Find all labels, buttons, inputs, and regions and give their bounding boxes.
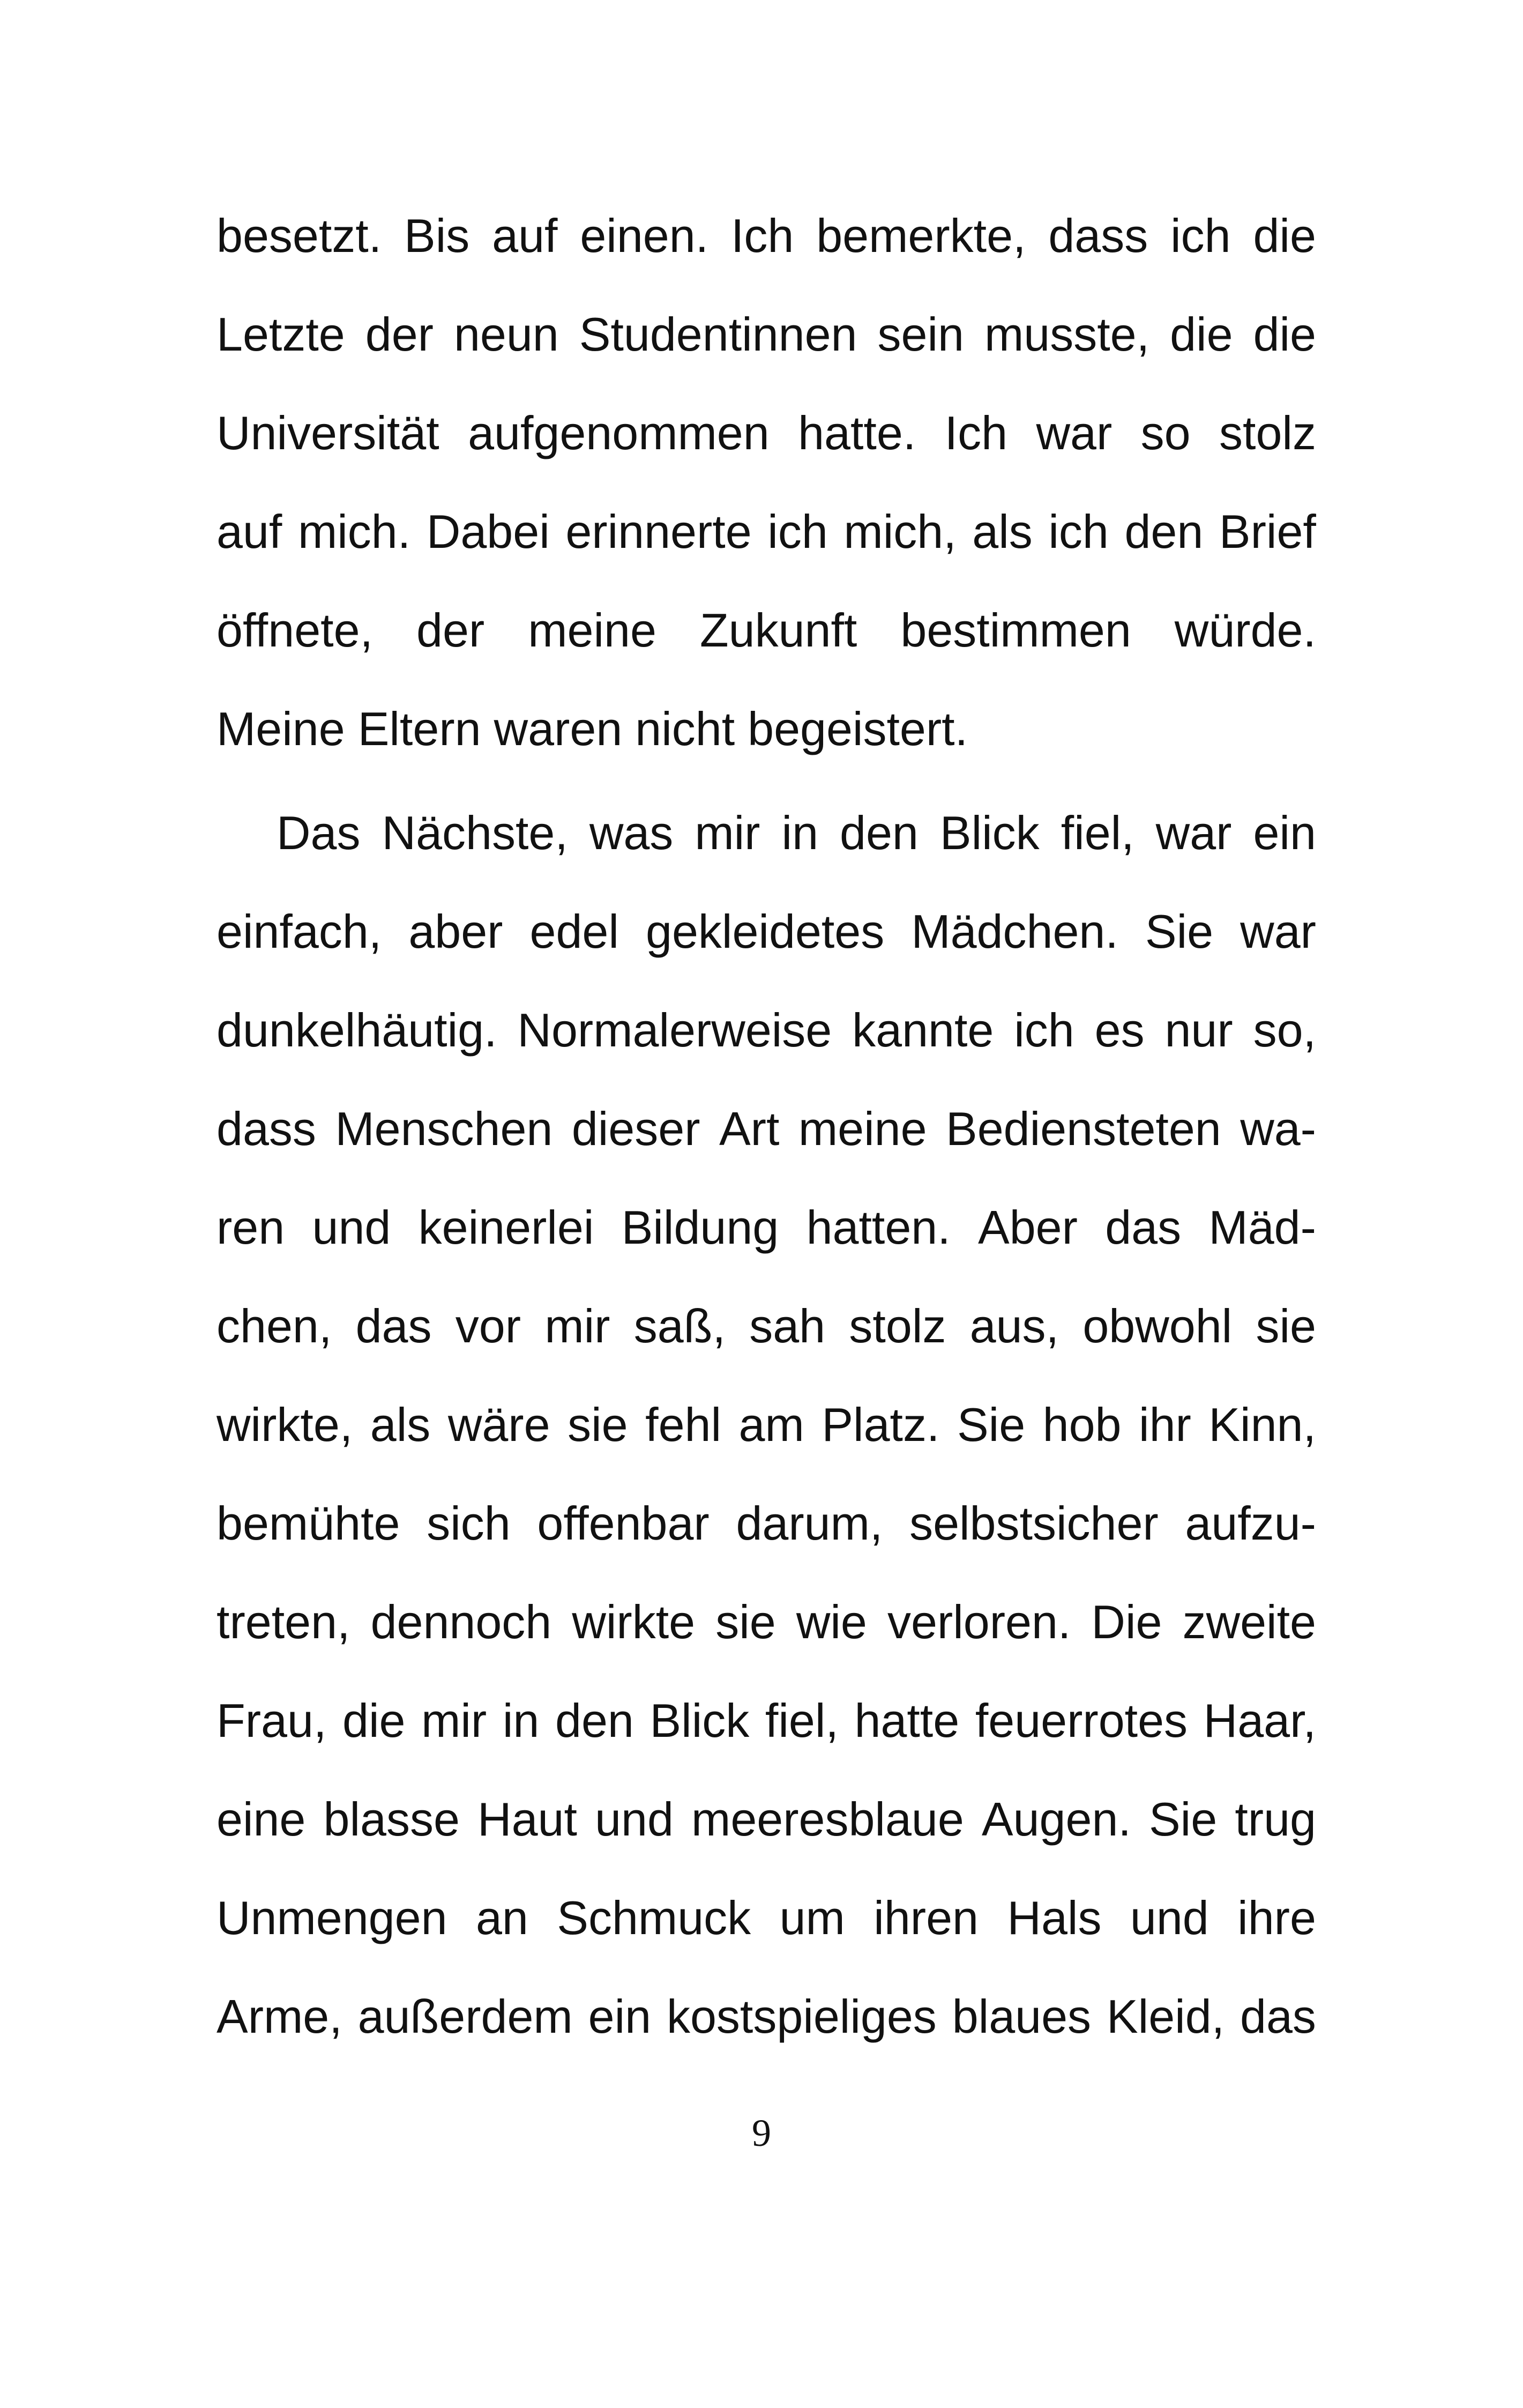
word: den — [555, 1694, 634, 1747]
word: aufgenommen — [468, 406, 770, 459]
word: ihren — [874, 1891, 979, 1944]
word: dieser — [571, 1102, 700, 1155]
word: fehl — [645, 1398, 722, 1451]
word: Die — [1091, 1595, 1162, 1648]
word: wa- — [1240, 1102, 1316, 1155]
paragraph-2 — [216, 784, 1316, 2066]
word: verloren. — [887, 1595, 1071, 1648]
word: Dabei — [426, 505, 550, 558]
word: fiel, — [1061, 806, 1134, 859]
word: die — [1253, 308, 1316, 361]
word: aber — [408, 905, 503, 958]
word: um — [779, 1891, 845, 1944]
text-line — [216, 1770, 1316, 1869]
word: und — [1130, 1891, 1209, 1944]
word: meine — [528, 604, 656, 657]
text-line — [216, 784, 1316, 882]
word: war — [1155, 806, 1232, 859]
word: die — [342, 1694, 406, 1747]
word: ich — [1048, 505, 1109, 558]
word: nur — [1164, 1004, 1233, 1057]
text-line — [216, 1671, 1316, 1770]
word: Universität — [216, 406, 439, 459]
word: Sie — [1148, 1793, 1218, 1846]
word: öffnete, — [216, 604, 373, 657]
word: der — [416, 604, 485, 657]
word: hatte. — [798, 406, 916, 459]
word: wäre — [447, 1398, 550, 1451]
word: darum, — [736, 1497, 883, 1550]
word: sah — [749, 1299, 826, 1352]
word: edel — [529, 905, 619, 958]
word: Kinn, — [1208, 1398, 1316, 1451]
word: obwohl — [1082, 1299, 1233, 1352]
word: Ich — [944, 406, 1008, 459]
word: Normalerweise — [517, 1004, 832, 1057]
word: selbstsicher — [909, 1497, 1159, 1550]
word: Art — [719, 1102, 780, 1155]
text-line — [216, 882, 1316, 981]
word: bestimmen — [900, 604, 1131, 657]
word: hatte — [854, 1694, 960, 1747]
word: erinnerte — [565, 505, 752, 558]
word: ich — [767, 505, 828, 558]
word: ich — [1170, 209, 1231, 262]
word: den — [1124, 505, 1204, 558]
text-line — [216, 1869, 1316, 1967]
word: so, — [1253, 1004, 1316, 1057]
text-line — [216, 1277, 1316, 1376]
word: stolz — [849, 1299, 946, 1352]
word: waren — [494, 702, 623, 755]
word: in — [502, 1694, 540, 1747]
word: bemerkte, — [816, 209, 1026, 262]
word: Arme, — [216, 1990, 342, 2043]
word: Das — [277, 806, 361, 859]
word: aufzu- — [1185, 1497, 1316, 1550]
word: offenbar — [537, 1497, 710, 1550]
word: Unmengen — [216, 1891, 447, 1944]
text-line — [216, 981, 1316, 1080]
word: einen. — [580, 209, 709, 262]
word: sein — [877, 308, 964, 361]
word: Bediensteten — [946, 1102, 1221, 1155]
word: begeistert. — [748, 702, 968, 755]
word: treten, — [216, 1595, 350, 1648]
text-line — [216, 1178, 1316, 1277]
text-line — [216, 1080, 1316, 1178]
word: mir — [421, 1694, 487, 1747]
word: besetzt. — [216, 209, 382, 262]
word: Haut — [477, 1793, 577, 1846]
word: bemühte — [216, 1497, 400, 1550]
word: Eltern — [357, 702, 481, 755]
word: so — [1140, 406, 1191, 459]
word: Studentinnen — [579, 308, 857, 361]
text-line — [216, 384, 1316, 482]
word: wie — [796, 1595, 867, 1648]
word: ein — [1253, 806, 1316, 859]
word: in — [781, 806, 819, 859]
text-line — [216, 1474, 1316, 1573]
word: das — [1105, 1201, 1182, 1254]
word: ein — [588, 1990, 652, 2043]
word: zweite — [1182, 1595, 1316, 1648]
body-text — [216, 187, 1316, 2066]
word: die — [1170, 308, 1233, 361]
word: dennoch — [370, 1595, 552, 1648]
word: Brief — [1219, 505, 1316, 558]
word: sie — [715, 1595, 776, 1648]
word: mich, — [843, 505, 957, 558]
word: musste, — [984, 308, 1150, 361]
word: dass — [1048, 209, 1148, 262]
paragraph-1 — [216, 187, 1316, 778]
word: dunkelhäutig. — [216, 1004, 497, 1057]
word: und — [595, 1793, 674, 1846]
word: Bildung — [621, 1201, 779, 1254]
word: es — [1094, 1004, 1145, 1057]
word: trug — [1235, 1793, 1316, 1846]
word: blasse — [323, 1793, 460, 1846]
word: sie — [568, 1398, 628, 1451]
word: meeresblaue — [691, 1793, 964, 1846]
word: kostspieliges — [666, 1990, 937, 2043]
word: mich. — [297, 505, 411, 558]
word: die — [1253, 209, 1316, 262]
word: Meine — [216, 702, 345, 755]
page-number: 9 — [752, 2112, 771, 2154]
word: ihr — [1139, 1398, 1191, 1451]
text-line — [216, 482, 1316, 581]
word: als — [972, 505, 1033, 558]
word: gekleidetes — [646, 905, 885, 958]
word: nicht — [635, 702, 735, 755]
word: einfach, — [216, 905, 382, 958]
word: außerdem — [357, 1990, 573, 2043]
word: Augen. — [981, 1793, 1131, 1846]
word: saß, — [633, 1299, 726, 1352]
word: was — [589, 806, 674, 859]
word: fiel, — [765, 1694, 839, 1747]
word: Sie — [957, 1398, 1026, 1451]
word: Sie — [1145, 905, 1214, 958]
word: das — [355, 1299, 432, 1352]
word: Haar, — [1203, 1694, 1316, 1747]
word: hob — [1042, 1398, 1122, 1451]
word: ren — [216, 1201, 285, 1254]
word: den — [840, 806, 919, 859]
word: keinerlei — [418, 1201, 594, 1254]
text-line — [216, 581, 1316, 680]
word: mir — [544, 1299, 610, 1352]
word: kannte — [852, 1004, 994, 1057]
word: Mäd- — [1208, 1201, 1316, 1254]
word: ihre — [1237, 1891, 1316, 1944]
word: das — [1240, 1990, 1316, 2043]
word: Hals — [1007, 1891, 1102, 1944]
word: wirkte, — [216, 1398, 353, 1451]
paragraph-gap — [216, 778, 1316, 784]
word: Zukunft — [699, 604, 857, 657]
text-line — [216, 187, 1316, 285]
word: Blick — [939, 806, 1040, 859]
text-line — [216, 1573, 1316, 1671]
word: mir — [695, 806, 760, 859]
word: Kleid, — [1106, 1990, 1225, 2043]
word: hatten. — [806, 1201, 951, 1254]
text-line — [216, 285, 1316, 384]
word: sich — [427, 1497, 511, 1550]
word: als — [370, 1398, 431, 1451]
word: Blick — [649, 1694, 750, 1747]
word: Letzte — [216, 308, 345, 361]
word: Frau, — [216, 1694, 327, 1747]
word: auf — [216, 505, 282, 558]
word: am — [738, 1398, 804, 1451]
word: an — [475, 1891, 528, 1944]
word: war — [1036, 406, 1113, 459]
word: würde. — [1174, 604, 1316, 657]
word: dass — [216, 1102, 316, 1155]
word: chen, — [216, 1299, 332, 1352]
word: neun — [453, 308, 559, 361]
word: blaues — [952, 1990, 1092, 2043]
word: Ich — [730, 209, 794, 262]
word: vor — [455, 1299, 521, 1352]
word: auf — [492, 209, 558, 262]
word: der — [365, 308, 434, 361]
word: stolz — [1219, 406, 1316, 459]
word: ich — [1014, 1004, 1074, 1057]
word: Platz. — [822, 1398, 940, 1451]
word: Schmuck — [557, 1891, 751, 1944]
word: Mädchen. — [911, 905, 1118, 958]
text-line — [216, 1967, 1316, 2066]
word: Aber — [978, 1201, 1078, 1254]
word: Nächste, — [382, 806, 568, 859]
word: feuerrotes — [975, 1694, 1188, 1747]
word: Bis — [404, 209, 470, 262]
word: Menschen — [335, 1102, 553, 1155]
word: war — [1240, 905, 1316, 958]
word: eine — [216, 1793, 306, 1846]
word: sie — [1256, 1299, 1316, 1352]
word: meine — [798, 1102, 927, 1155]
word: wirkte — [572, 1595, 696, 1648]
text-line — [216, 1376, 1316, 1474]
text-line — [216, 680, 1316, 778]
word: aus, — [969, 1299, 1059, 1352]
word: und — [312, 1201, 391, 1254]
